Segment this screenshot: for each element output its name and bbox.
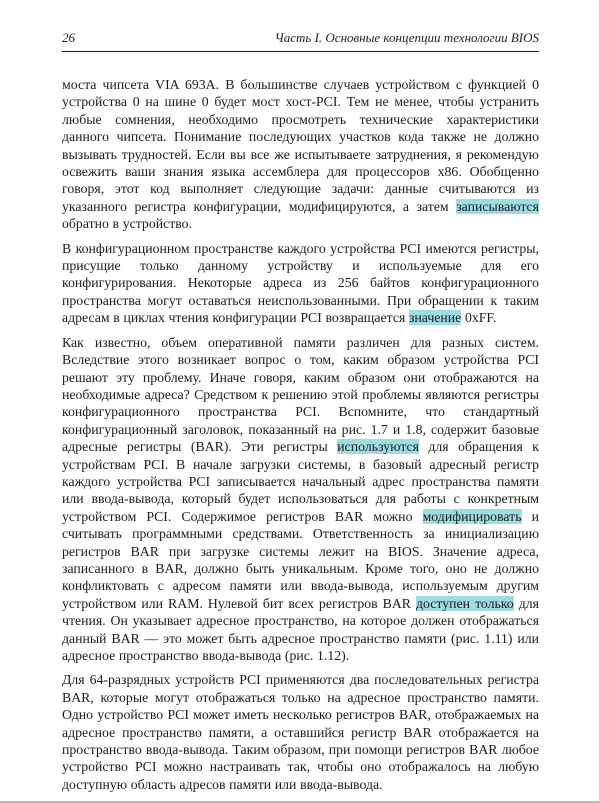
header-rule — [62, 51, 539, 52]
paragraph: моста чипсета VIA 693A. В большинстве случаев устройством с функцией 0 устройства 0 на шине 0 будет мост хост-PCI. Тем не менее, чтобы устранить любые сомнения, необходимо просмотреть технические характеристики данного чипсета. Понимание последующих участков кода также не должно вызывать трудностей. Если вы все же испытываете затруднения, я рекомендую освежить ваши знания языка ассемблера для процессоров x86. Обобщенно говоря, этот код выполняет следующие задачи: данные считываются из указанного регистра конфигурации, модифицируются, а затем записываются обратно в устройство. — [62, 77, 539, 232]
paragraph: Как известно, объем оперативной памяти различен для разных систем. Вследствие этого возникает вопрос о том, каким образом устройства PCI решают эту проблему. Иначе говоря, каким образом они отображаются на необходимые адреса? Средством к решению этой проблемы являются регистры конфигурационного пространства PCI. Вспомните, что стандартный конфигурационный заголовок, показанный на рис. 1.7 и 1.8, содержит базовые адресные регистры (BAR). Эти регистры используются для обращения к устройствам PCI. В начале загрузки системы, в базовый адресный регистр каждого устройства PCI записывается начальный адрес пространства памяти или ввода-вывода, который будет использоваться для работы с конкретным устройством PCI. Содержимое регистров BAR можно модифицировать и считывать программными средствами. Ответственность за инициализацию регистров BAR при загрузке системы лежит на BIOS. Значение адреса, записанного в BAR, должно быть уникальным. Кроме того, оно не должно конфликтовать с адресом памяти или ввода-вывода, используемым другим устройством или RAM. Нулевой бит всех регистров BAR доступен только для чтения. Он указывает адресное пространство, на которое должен отображаться данный BAR — это может быть адресное пространство памяти (рис. 1.11) или адресное пространство ввода-вывода (рис. 1.12). — [62, 334, 540, 663]
running-header: Часть I. Основные концепции технологии BIOS — [274, 30, 539, 45]
page-header — [62, 30, 539, 46]
paragraph: В конфигурационном пространстве каждого устройства PCI имеются регистры, присущие только данному устройству и используемые для его конфигурирования. Некоторые адреса из 256 байтов конфигурационного пространства могут оставаться неиспользованными. При обращении к таким адресам в циклах чтения конфигурации PCI возвращается значение 0xFF. — [62, 240, 539, 326]
paragraph: Для 64-разрядных устройств PCI применяются два последовательных регистра BAR, которые могут отображаться только на адресное пространство памяти. Одно устройство PCI может иметь несколько регистров BAR, отображаемых на адресное пространство памяти, а оставшийся регистр BAR отображается на пространство ввода-вывода. Таким образом, при помощи регистров BAR любое устройство PCI можно настраивать так, чтобы оно отображалось на любую доступную область адресов памяти или ввода-вывода. — [62, 672, 539, 792]
page-body — [62, 76, 539, 793]
page-number: 26 — [62, 30, 75, 45]
